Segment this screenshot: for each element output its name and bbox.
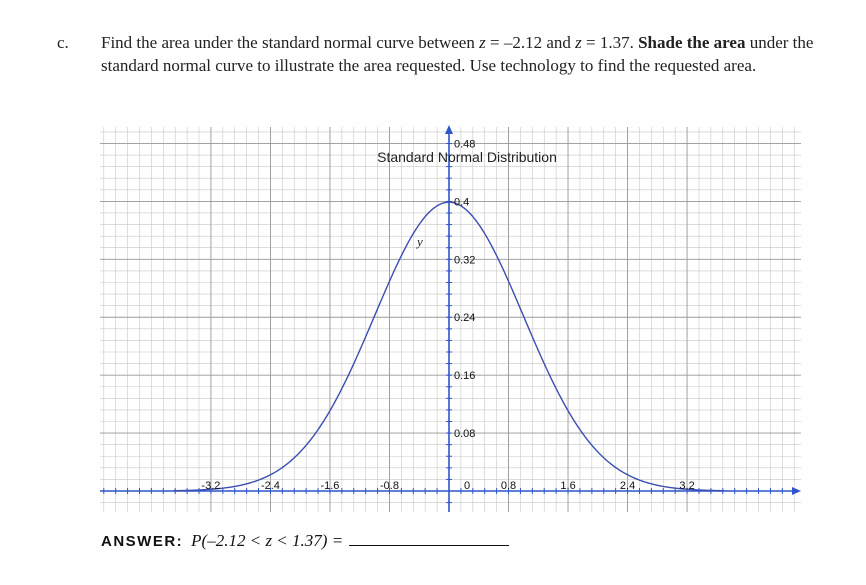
chart-y-tick-labels: [454, 138, 475, 440]
answer-blank[interactable]: [349, 531, 509, 546]
x-tick-label: 2.4: [619, 480, 636, 492]
question-letter: c.: [57, 33, 69, 52]
question-rest: under the standard normal curve to illustrate the area requested. Use technology to find the requested area.: [101, 33, 814, 75]
question-line1-prefix: Find the area under the standard normal curve between: [101, 33, 480, 52]
x-tick-label: -1.6: [320, 480, 340, 492]
y-tick-label: 0.08: [454, 428, 476, 441]
x-tick-label: 1.6: [560, 480, 576, 492]
question-bold-shade: Shade: [638, 33, 683, 52]
answer-label: ANSWER:: [101, 533, 184, 550]
x-tick-label: 0.8: [500, 480, 517, 492]
y-tick-label: 0.32: [454, 254, 476, 267]
answer-line: [101, 531, 509, 551]
question-z-variable-1: z: [479, 33, 486, 52]
answer-expression: P(–2.12 < z < 1.37) =: [191, 531, 344, 550]
chart-y-axis-label: y: [417, 234, 423, 249]
y-tick-label: 0.48: [454, 138, 476, 151]
chart-minor-grid: [100, 127, 801, 512]
question-z-variable-2: z: [575, 33, 582, 52]
x-tick-label: -0.8: [379, 480, 399, 492]
chart-major-grid: [100, 127, 801, 512]
question-z-value-1: = –2.12 and: [485, 33, 576, 52]
question-bold-area: the area: [686, 33, 746, 52]
x-tick-label: -2.4: [260, 480, 280, 492]
x-axis-arrow-icon: [792, 487, 801, 495]
y-tick-label: 0.16: [454, 370, 476, 383]
y-tick-label: 0.4: [454, 196, 470, 209]
x-tick-label: 3.2: [679, 480, 695, 492]
y-axis-arrow-icon: [445, 125, 453, 134]
y-tick-label: 0.24: [454, 312, 476, 325]
x-tick-label: -3.2: [201, 480, 221, 492]
chart-axes: [100, 125, 801, 512]
question-z-value-2: = 1.37.: [581, 33, 639, 52]
x-tick-label: 0: [463, 480, 471, 492]
chart-title: Standard Normal Distribution: [377, 149, 557, 165]
